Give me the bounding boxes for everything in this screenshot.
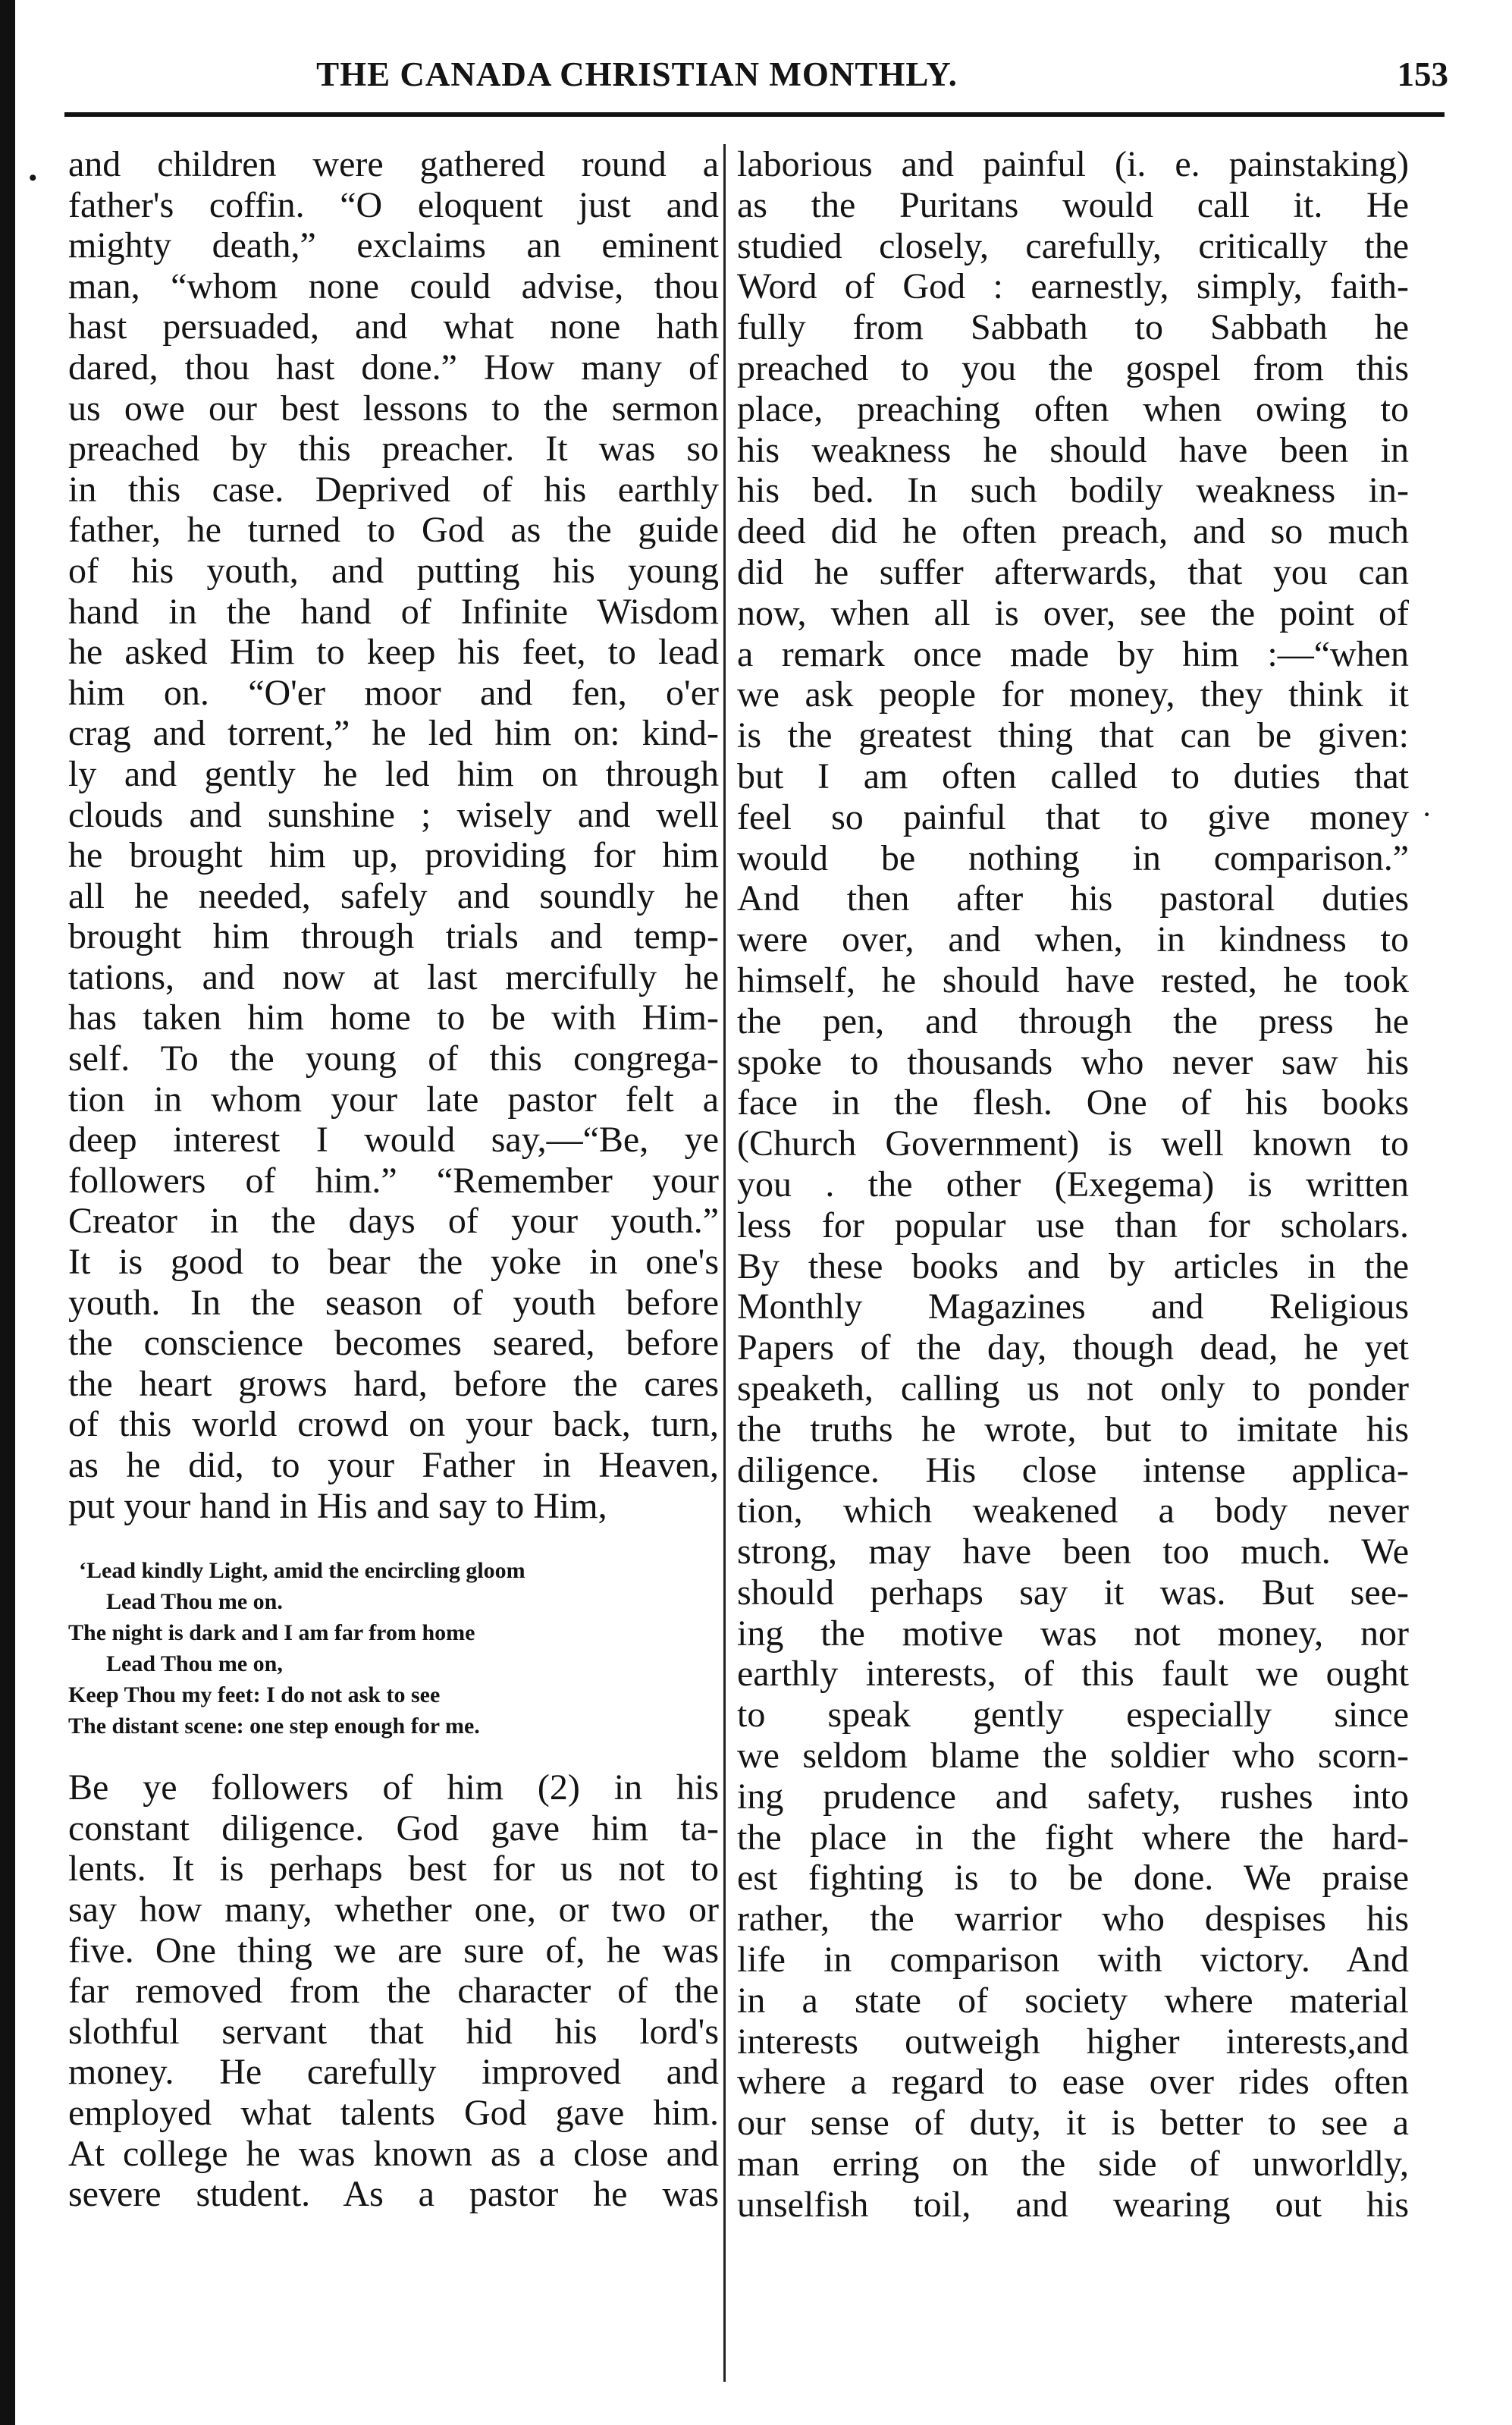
text-line: preached by this preacher. It was so	[68, 429, 719, 470]
text-line: the place in the fight where the hard-	[737, 1817, 1409, 1858]
text-line: studied closely, carefully, critically the	[737, 225, 1409, 266]
text-line: And then after his pastoral duties	[737, 878, 1409, 919]
text-line: father, he turned to God as the guide	[68, 510, 719, 551]
text-line: far removed from the character of the	[68, 1971, 719, 2012]
text-line: father's coffin. “O eloquent just and	[68, 184, 719, 225]
text-line: youth. In the season of youth before	[68, 1282, 719, 1323]
text-line: face in the flesh. One of his books	[737, 1082, 1409, 1123]
text-line: unselfish toil, and wearing out his	[737, 2184, 1409, 2225]
text-line: brought him through trials and temp-	[68, 916, 719, 957]
text-line: deed did he often preach, and so much	[737, 511, 1409, 552]
text-line: est fighting is to be done. We praise	[737, 1858, 1409, 1899]
text-line: man, “whom none could advise, thou	[68, 265, 719, 306]
text-line: feel so painful that to give money	[737, 796, 1409, 837]
text-line: the conscience becomes seared, before	[68, 1323, 719, 1364]
text-line: diligence. His close intense applica-	[737, 1450, 1409, 1490]
running-title: THE CANADA CHRISTIAN MONTHLY.	[316, 55, 958, 93]
text-line: and children were gathered round a	[68, 144, 719, 184]
text-line: place, preaching often when owing to	[737, 388, 1409, 429]
text-line: of this world crowd on your back, turn,	[68, 1404, 719, 1445]
text-line: were over, and when, in kindness to	[737, 919, 1409, 960]
margin-mark: •	[29, 165, 37, 190]
text-line: Keep Thou my feet: I do not ask to see	[68, 1682, 441, 1708]
text-line: the pen, and through the press he	[737, 1000, 1409, 1041]
header-rule	[64, 112, 1445, 117]
text-line: Lead Thou me on,	[106, 1651, 283, 1677]
text-line: crag and torrent,” he led him on: kind-	[68, 713, 719, 754]
text-line: severe student. As a pastor he was	[68, 2174, 719, 2215]
text-line: us owe our best lessons to the sermon	[68, 388, 719, 429]
text-line: speaketh, calling us not only to ponder	[737, 1368, 1409, 1409]
page-number: 153	[1397, 55, 1448, 93]
text-line: interests outweigh higher interests,and	[737, 2021, 1409, 2062]
text-line: less for popular use than for scholars.	[737, 1205, 1409, 1245]
text-line: his weakness he should have been in	[737, 429, 1409, 470]
text-line: but I am often called to duties that	[737, 755, 1409, 796]
text-line: did he suffer afterwards, that you can	[737, 551, 1409, 592]
text-line: deep interest I would say,—“Be, ye	[68, 1120, 719, 1161]
text-line: tations, and now at last mercifully he	[68, 956, 719, 997]
column-divider	[723, 144, 726, 2382]
text-line: ing prudence and safety, rushes into	[737, 1776, 1409, 1817]
text-line: dared, thou hast done.” How many of	[68, 347, 719, 388]
text-line: life in comparison with victory. And	[737, 1940, 1409, 1981]
text-line: him on. “O'er moor and fen, o'er	[68, 672, 719, 713]
text-line: he brought him up, providing for him	[68, 835, 719, 876]
text-line: laborious and painful (i. e. painstaking)	[737, 144, 1409, 184]
page-binding-edge	[0, 0, 15, 2425]
text-line: all he needed, safely and soundly he	[68, 875, 719, 916]
left-column	[68, 144, 719, 2378]
poem-quotation	[68, 1555, 719, 1742]
text-line: tion in whom your late pastor felt a	[68, 1079, 719, 1120]
text-line: in a state of society where material	[737, 1980, 1409, 2021]
text-line: put your hand in His and say to Him,	[68, 1485, 607, 1526]
text-line: his bed. In such bodily weakness in-	[737, 470, 1409, 511]
text-line: (Church Government) is well known to	[737, 1123, 1409, 1164]
text-line: now, when all is over, see the point of	[737, 592, 1409, 633]
text-line: By these books and by articles in the	[737, 1245, 1409, 1286]
text-line: would be nothing in comparison.”	[737, 837, 1409, 878]
text-line: mighty death,” exclaims an eminent	[68, 225, 719, 266]
text-line: constant diligence. God gave him ta-	[68, 1808, 719, 1849]
text-line: The night is dark and I am far from home	[68, 1620, 475, 1646]
text-line: slothful servant that hid his lord's	[68, 2011, 719, 2052]
text-line: as he did, to your Father in Heaven,	[68, 1445, 719, 1485]
text-line: hand in the hand of Infinite Wisdom	[68, 591, 719, 632]
text-line: as the Puritans would call it. He	[737, 184, 1409, 225]
text-line: At college he was known as a close and	[68, 2133, 719, 2174]
text-line: you . the other (Exegema) is written	[737, 1164, 1409, 1205]
text-line: himself, he should have rested, he took	[737, 960, 1409, 1000]
text-line: preached to you the gospel from this	[737, 347, 1409, 388]
text-line: strong, may have been too much. We	[737, 1531, 1409, 1572]
margin-dot: ·	[1422, 797, 1432, 831]
text-line: where a regard to ease over rides often	[737, 2062, 1409, 2103]
text-line: hast persuaded, and what none hath	[68, 306, 719, 347]
text-line: the heart grows hard, before the cares	[68, 1363, 719, 1404]
text-line: has taken him home to be with Him-	[68, 997, 719, 1038]
text-line: It is good to bear the yoke in one's	[68, 1242, 719, 1283]
text-line: Monthly Magazines and Religious	[737, 1286, 1409, 1327]
text-line: Word of God : earnestly, simply, faith-	[737, 266, 1409, 307]
text-line: self. To the young of this congrega-	[68, 1038, 719, 1079]
text-line: fully from Sabbath to Sabbath he	[737, 307, 1409, 348]
text-line: in this case. Deprived of his earthly	[68, 469, 719, 510]
text-line: tion, which weakened a body never	[737, 1490, 1409, 1531]
text-line: followers of him.” “Remember your	[68, 1160, 719, 1201]
text-line: Lead Thou me on.	[106, 1589, 283, 1615]
left-column-text-bottom	[68, 1767, 719, 2215]
text-line: ing the motive was not money, nor	[737, 1613, 1409, 1654]
text-line: should perhaps say it was. But see-	[737, 1572, 1409, 1613]
text-line: we seldom blame the soldier who scorn-	[737, 1736, 1409, 1776]
text-line: rather, the warrior who despises his	[737, 1899, 1409, 1940]
text-line: Be ye followers of him (2) in his	[68, 1767, 719, 1808]
text-line: man erring on the side of unworldly,	[737, 2144, 1409, 2185]
text-line: he asked Him to keep his feet, to lead	[68, 632, 719, 673]
text-line: we ask people for money, they think it	[737, 674, 1409, 715]
text-line: earthly interests, of this fault we ought	[737, 1654, 1409, 1695]
text-line: clouds and sunshine ; wisely and well	[68, 794, 719, 835]
text-line: five. One thing we are sure of, he was	[68, 1930, 719, 1971]
text-line: to speak gently especially since	[737, 1695, 1409, 1736]
text-line: ‘Lead kindly Light, amid the encircling gloom	[79, 1558, 525, 1584]
right-column-text	[737, 144, 1409, 2226]
right-column	[737, 144, 1409, 2378]
text-line: lents. It is perhaps best for us not to	[68, 1849, 719, 1889]
text-line: our sense of duty, it is better to see a	[737, 2103, 1409, 2144]
text-line: ly and gently he led him on through	[68, 753, 719, 794]
text-line: a remark once made by him :—“when	[737, 633, 1409, 674]
text-line: is the greatest thing that can be given:	[737, 715, 1409, 756]
text-line: Creator in the days of your youth.”	[68, 1201, 719, 1242]
text-line: The distant scene: one step enough for me.	[68, 1714, 480, 1739]
text-line: the truths he wrote, but to imitate his	[737, 1409, 1409, 1450]
page-header	[68, 55, 1448, 108]
text-line: say how many, whether one, or two or	[68, 1889, 719, 1930]
text-line: of his youth, and putting his young	[68, 550, 719, 591]
left-column-text-top	[68, 144, 719, 1526]
text-line: spoke to thousands who never saw his	[737, 1041, 1409, 1082]
text-line: Papers of the day, though dead, he yet	[737, 1327, 1409, 1368]
text-line: employed what talents God gave him.	[68, 2092, 719, 2133]
text-line: money. He carefully improved and	[68, 2052, 719, 2093]
